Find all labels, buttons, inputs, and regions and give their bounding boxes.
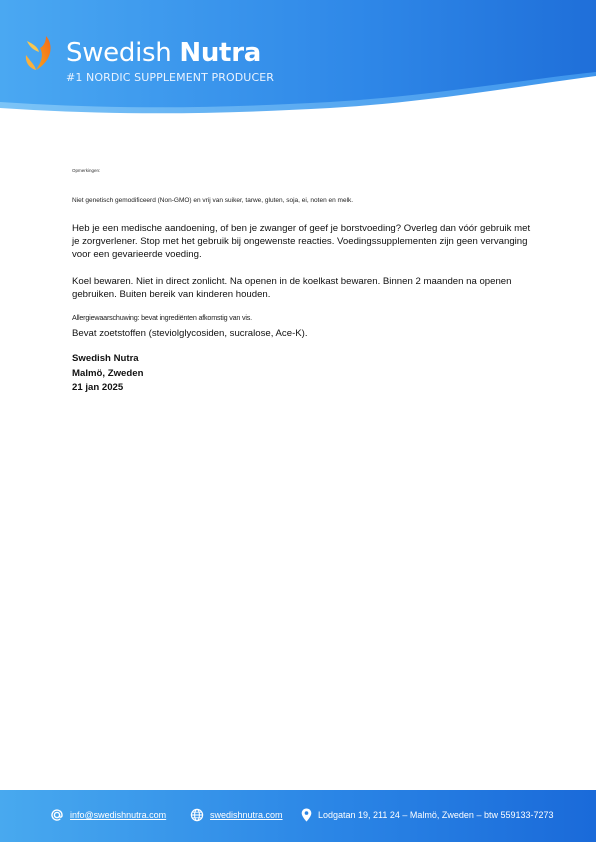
signature-date: 21 jan 2025 <box>72 382 124 393</box>
gmo-statement: Niet genetisch gemodificeerd (Non-GMO) en vrij van suiker, tarwe, gluten, soja, ei, noten en melk. <box>72 197 354 204</box>
letterhead-footer <box>0 790 596 842</box>
address-text: Lodgatan 19, 211 24 – Malmö, Zweden – btw 559133-7273 <box>318 810 554 820</box>
email-link[interactable]: info@swedishnutra.com <box>70 810 167 820</box>
at-sign-icon <box>50 808 64 822</box>
sweeteners-statement: Bevat zoetstoffen (steviolglycosiden, sucralose, Ace-K). <box>72 328 308 339</box>
website-link[interactable]: swedishnutra.com <box>210 810 283 820</box>
globe-icon <box>190 808 204 822</box>
footer-email <box>50 808 166 822</box>
signature-company: Swedish Nutra <box>72 353 139 364</box>
brand-tagline: #1 NORDIC SUPPLEMENT PRODUCER <box>66 71 275 84</box>
remarks-label: Opmerkingen: <box>72 168 101 173</box>
map-pin-icon <box>301 808 312 822</box>
footer-website <box>190 808 283 822</box>
letter-body <box>72 168 532 396</box>
brand-name-light: Swedish <box>66 38 180 68</box>
flame-swoosh-logo <box>24 35 54 71</box>
footer-address <box>301 808 554 822</box>
storage-paragraph: Koel bewaren. Niet in direct zonlicht. Na openen in de koelkast bewaren. Binnen 2 maanden na openen gebruiken. Buiten bereik van kinderen houden. <box>72 276 512 300</box>
signature-location: Malmö, Zweden <box>72 367 144 379</box>
medical-advice-paragraph: Heb je een medische aandoening, of ben je zwanger of geef je borstvoeding? Overleg dan vóór gebruik met je zorgverlener. Stop met het gebruik bij ongewenste reacties. Voedingssupplementen zijn geen vervanging voor een gevarieerde voeding. <box>72 223 531 260</box>
letterhead-header <box>0 0 596 120</box>
allergy-warning: Allergiewaarschuwing: bevat ingrediënten afkomstig van vis. <box>72 313 252 322</box>
brand-name-bold: Nutra <box>179 38 261 68</box>
signature-block <box>72 352 532 396</box>
brand-name <box>66 38 261 68</box>
